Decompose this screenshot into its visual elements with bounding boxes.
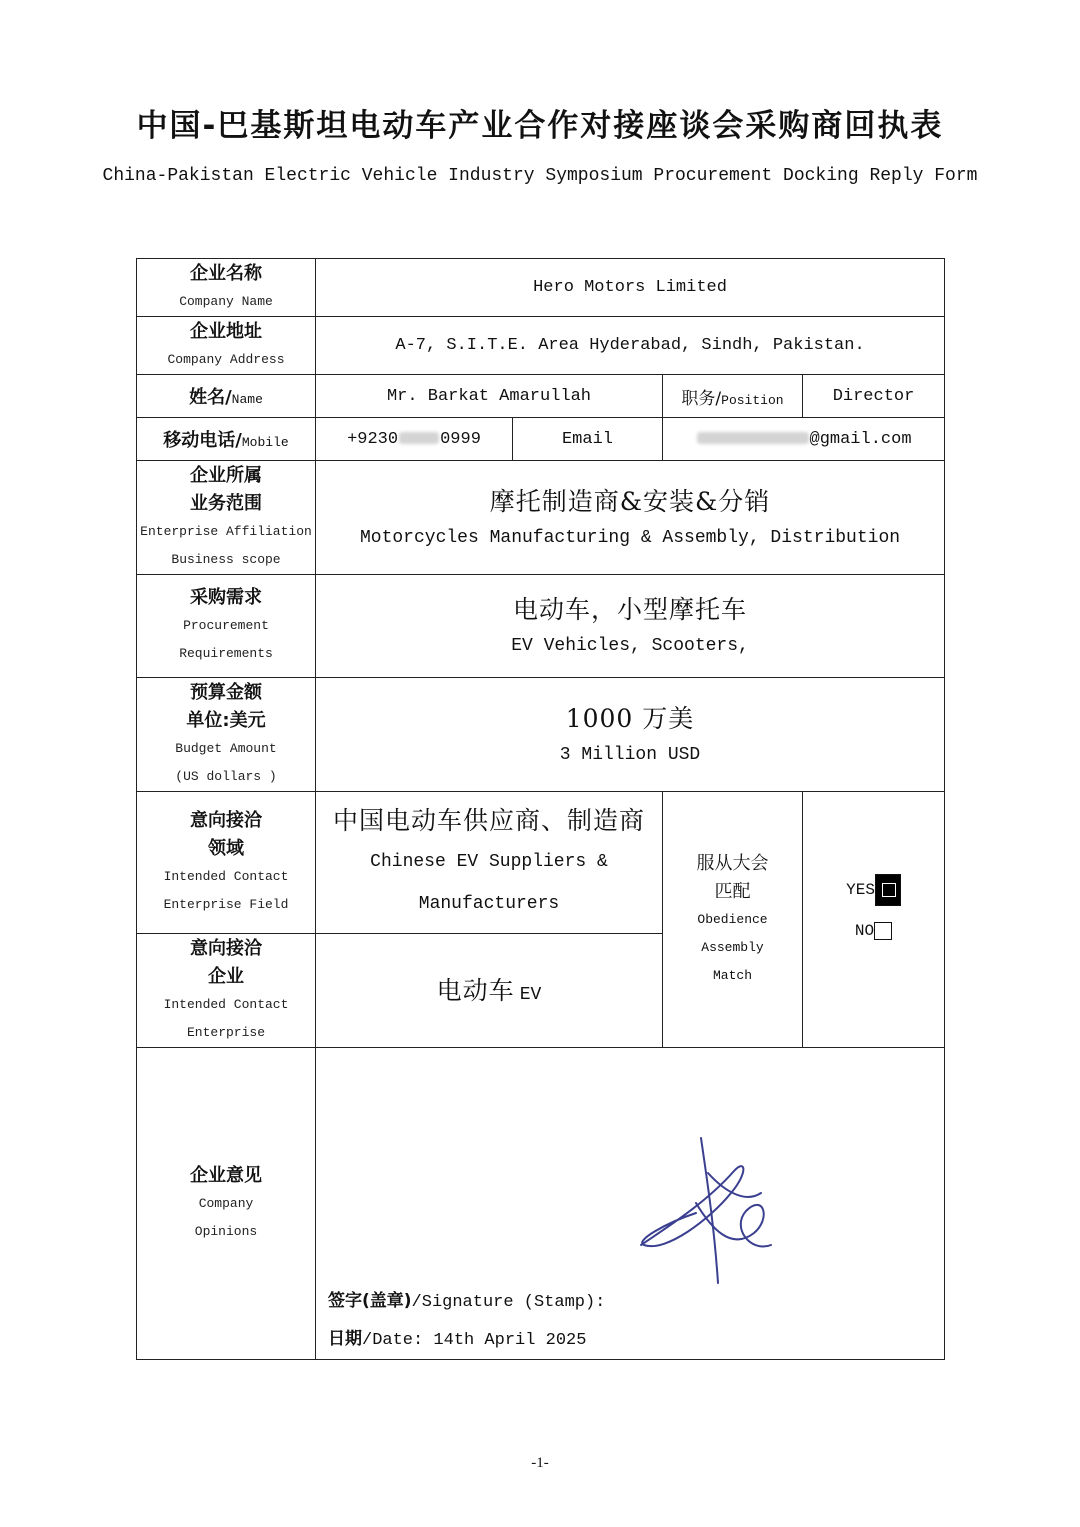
company-address-label-zh: 企业地址 [190,320,262,342]
contact-field-value-en-2: Manufacturers [418,893,560,914]
contact-field-label-en-1: Intended Contact [163,868,289,884]
signature-label-en: /Signature (Stamp): [411,1293,606,1312]
row-procurement [137,575,945,678]
budget-label-en-2: (US dollars ) [175,768,277,784]
position-label-en: Position [721,392,784,408]
obedience-choice-cell [803,792,945,1048]
position-value: Director [803,375,945,418]
position-label [681,389,783,409]
procurement-label-en-2: Requirements [179,646,273,661]
scope-label-en-1: Enterprise Affiliation [140,523,312,539]
email-value [663,418,945,461]
reply-form-table [136,258,945,1360]
form-title-en: China-Pakistan Electric Vehicle Industry Symposium Procurement Docking Reply Form [102,166,978,186]
option-no-label: NO [854,922,875,940]
date-label-en: /Date: [362,1331,434,1350]
procurement-value-en: EV Vehicles, Scooters, [511,636,749,656]
redacted-email-user [697,432,809,444]
contact-field-label-zh-2: 领域 [208,837,244,859]
row-mobile-email [137,418,945,461]
row-opinions [137,1048,945,1360]
date-label-zh: 日期 [328,1329,362,1349]
email-suffix: @gmail.com [809,429,912,449]
no-checkbox[interactable] [874,922,892,940]
signature-line [328,1286,605,1312]
obedience-label-en-1: Obedience [697,911,768,927]
contact-field-label-zh-1: 意向接洽 [190,809,262,831]
row-company-name [137,259,945,317]
contact-ent-label-zh-1: 意向接洽 [190,937,262,959]
contact-field-value-en-1: Chinese EV Suppliers & [370,851,608,872]
page-number: -1- [531,1455,549,1471]
contact-ent-label-en-2: Enterprise [186,1024,265,1040]
position-label-zh: 职务/ [681,388,722,409]
scope-label-zh-2: 业务范围 [190,492,262,514]
handwritten-signature [636,1133,776,1293]
date-value: 14th April 2025 [433,1331,587,1350]
date-line [328,1324,586,1350]
scope-value-en: Motorcycles Manufacturing & Assembly, Distribution [359,527,901,548]
mobile-label [163,430,288,451]
procurement-label-zh: 采购需求 [190,587,262,608]
mobile-prefix: +9230 [347,429,399,449]
row-name-position [137,375,945,418]
opinions-label-en-2: Opinions [194,1223,258,1239]
redacted-digits [399,432,439,444]
opinions-content [316,1048,945,1360]
name-label-en: Name [231,392,263,407]
company-address-value: A-7, S.I.T.E. Area Hyderabad, Sindh, Pakistan. [316,317,945,375]
form-title-zh: 中国-巴基斯坦电动车产业合作对接座谈会采购商回执表 [136,108,944,144]
email-label: Email [513,418,663,461]
mobile-value [316,418,513,461]
name-label-zh: 姓名/ [189,387,232,408]
budget-value-en: 3 Million USD [559,744,701,765]
scope-label-en-2: Business scope [171,551,281,567]
contact-field-value-zh: 中国电动车供应商、制造商 [332,805,645,835]
scope-label-zh-1: 企业所属 [190,464,262,486]
company-name-label-en: Company Name [179,293,273,309]
option-yes[interactable] [803,874,944,906]
obedience-label-zh-2: 匹配 [714,880,751,902]
contact-field-label-en-2: Enterprise Field [163,896,289,912]
obedience-label-en-3: Match [712,967,752,983]
obedience-label-zh-1: 服从大会 [696,852,769,874]
opinions-label-en-1: Company [198,1195,254,1211]
budget-value-zh: 1000 万美 [565,703,695,733]
yes-checkbox-checked[interactable] [875,874,901,906]
contact-ent-label-en-1: Intended Contact [163,996,289,1012]
contact-ent-value-zh: 电动车 [436,975,515,1005]
row-contact-field [137,792,945,934]
company-name-label-zh: 企业名称 [190,262,262,284]
row-company-address [137,317,945,375]
scope-value-zh: 摩托制造商&安装&分销 [489,486,771,516]
budget-label-en-1: Budget Amount [175,740,277,756]
procurement-label-en-1: Procurement [183,618,269,633]
obedience-label-en-2: Assembly [701,939,764,955]
contact-ent-label-zh-2: 企业 [208,965,244,987]
signature-label-zh: 签字(盖章) [328,1291,412,1311]
mobile-suffix: 0999 [440,429,481,449]
mobile-label-en: Mobile [241,435,289,450]
budget-label-zh-1: 预算金额 [190,681,262,703]
option-no[interactable] [803,920,944,942]
company-address-label-en: Company Address [167,351,285,367]
mobile-label-zh: 移动电话/ [163,430,242,451]
obedience-label-cell [663,792,803,1048]
option-yes-label: YES [846,881,875,900]
contact-ent-value-en: EV [519,984,542,1005]
row-business-scope [137,461,945,575]
procurement-value-zh: 电动车，小型摩托车 [513,595,748,624]
budget-label-zh-2: 单位:美元 [186,709,266,731]
name-value: Mr. Barkat Amarullah [316,375,663,418]
opinions-label-zh: 企业意见 [190,1164,262,1186]
row-budget [137,678,945,792]
name-label [189,387,263,408]
company-name-value: Hero Motors Limited [316,259,945,317]
